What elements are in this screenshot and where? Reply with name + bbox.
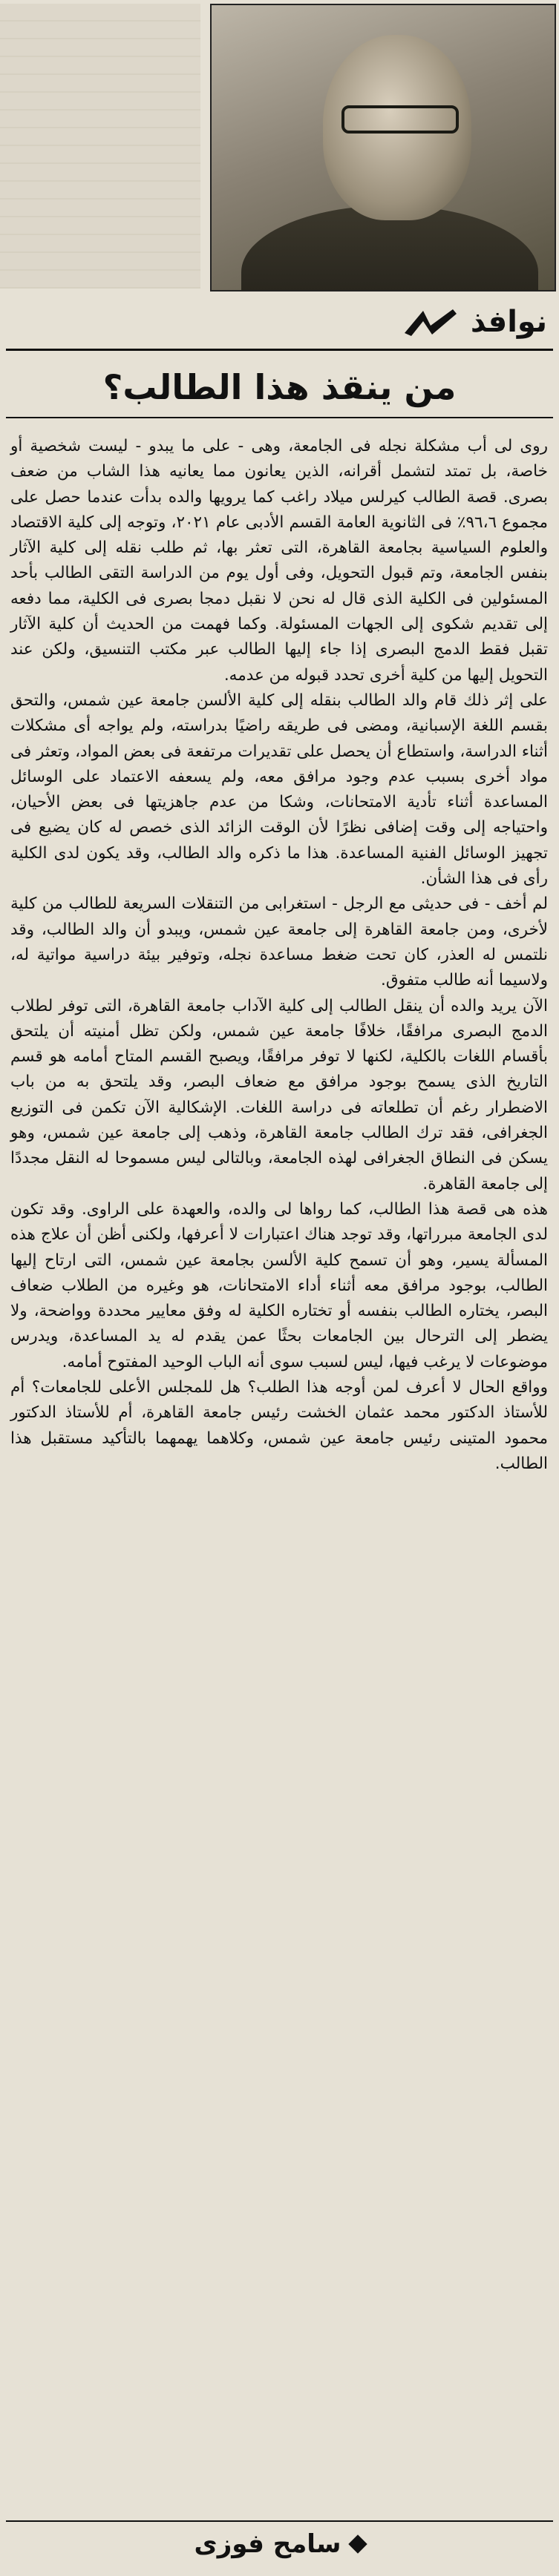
article-paragraph: الآن يريد والده أن ينقل الطالب إلى كلية الآداب جامعة القاهرة، التى توفر لطلاب الدمج البصرى مرافقًا، خلافًا جامعة عين شمس، ولكن تظل أمنيته أن يلتحق بأقسام اللغات بالكلية، لكنها لا توفر مرافقًا، ويصبح القسم المتاح أمامه هو قسم التاريخ الذى يسمح بوجود مرافق مع ضعاف البصر، وقد يلتحق به من باب الاضطرار رغم أن تطلعاته فى دراسة اللغات. الإشكالية الآن تكمن فى التوزيع الجغرافى، فقد ترك الطالب جامعة القاهرة، وذهب إلى جامعة عين شمس، وهو يسكن فى النطاق الجغرافى لهذه الجامعة، وبالتالى ليس مسموحا له النقل مجددًا إلى جامعة القاهرة. [10,996,548,1193]
column-logo-icon [401,303,460,340]
article-paragraph: لم أخف - فى حديثى مع الرجل - استغرابى من التنقلات السريعة للطالب من كلية لأخرى، ومن جامعة القاهرة إلى جامعة عين شمس، ويبدو أن والد الطالب، وقد نلتمس له العذر، كان تحت ضغط مساعدة نجله، وتوفير بيئة دراسية مواتية له، ولاسيما أنه طالب متفوق. [10,895,548,990]
author-photo [210,4,556,291]
article-paragraph: وواقع الحال لا أعرف لمن أوجه هذا الطلب؟ هل للمجلس الأعلى للجامعات؟ أم للأستاذ الدكتور محمد عثمان الخشت رئيس جامعة القاهرة، أم للأستاذ الدكتور محمود المتينى رئيس جامعة عين شمس، وكلاهما يهمهما بالتأكيد مستقبل هذا الطالب. [10,1377,548,1473]
photo-glasses [341,105,459,134]
adjacent-column-strip [0,4,200,289]
headline: من ينقذ هذا الطالب؟ [6,358,553,418]
author-photo-area [0,0,559,293]
column-masthead [6,295,553,351]
author-name: سامح فوزى [194,2529,341,2559]
diamond-icon [349,2534,367,2553]
article-paragraph: هذه هى قصة هذا الطالب، كما رواها لى والده، والعهدة على الراوى. وقد تكون لدى الجامعة مبرراتها، وقد توجد هناك اعتبارات لا أعرفها، ولكنى أظن أن علاج هذه المسألة يسير، وهو أن تسمح كلية الألسن بجامعة عين شمس، التى ارتاح إليها الطالب، بوجود مرافق معه أثناء أداء الامتحانات، هو وغيره من الطلاب ضعاف البصر، يختاره الطالب بنفسه أو تختاره الكلية له وفق معايير محددة وواضحة، ولا يضطر إلى الترحال بين الجامعات بحثًا عمن يقدم له يد المساعدة، ويدرس موضوعات لا يرغب فيها، ليس لسبب سوى أنه الباب الوحيد المفتوح أمامه. [10,1199,548,1371]
article-paragraph: على إثر ذلك قام والد الطالب بنقله إلى كلية الألسن جامعة عين شمس، والتحق بقسم اللغة الإسبانية، ومضى فى طريقه راضيًا بدراسته، ولم يواجه أى مشكلات أثناء الدراسة، واستطاع أن يحصل على تقديرات مرتفعة فى بعض المواد، وتعثر فى مواد أخرى بسبب عدم وجود مرافق معه، ولم يسعفه الاعتماد على الوسائل المساعدة أثناء تأدية الامتحانات، وشكا من عدم جاهزيتها فى بعض الأحيان، واحتياجه إلى وقت إضافى نظرًا لأن الوقت الزائد الذى خصص له كان يضيع فى تجهيز الوسائل الفنية المساعدة. هذا ما ذكره والد الطالب، وقد يكون لدى الكلية رأى فى هذا الشأن. [10,691,548,889]
article-body [10,434,548,1477]
byline [6,2520,553,2566]
masthead-label: نوافذ [470,305,547,339]
article-paragraph: روى لى أب مشكلة نجله فى الجامعة، وهى - على ما يبدو - ليست شخصية أو خاصة، بل تمتد لتشمل أقرانه، الذين يعانون مما يعانيه هذا الشاب من ضعف بصرى. قصة الطالب كيرلس ميلاد راغب كما يرويها والده بدأت عندما حصل على مجموع ٩٦،٦٪ فى الثانوية العامة القسم الأدبى عام ٢٠٢١، وتوجه إلى كلية الاقتصاد والعلوم السياسية بجامعة القاهرة، التى تعثر بها، ثم طلب نقله إلى كلية الآثار بنفس الجامعة، وتم قبول التحويل، وفى أول يوم من الدراسة التقى الطالب بأحد المسئولين فى الكلية الذى قال له نحن لا نقبل دمجا بصرى فى الكلية، مما دفعه إلى تقديم شكوى إلى الجهات المسئولة. وكما فهمت من الحديث أن كلية الآثار تقبل فقط الدمج البصرى إذا جاء إليها الطالب عبر مكتب التنسيق، ولكن عند التحويل إليها من كلية أخرى تحدد قبوله من عدمه. [10,437,548,685]
